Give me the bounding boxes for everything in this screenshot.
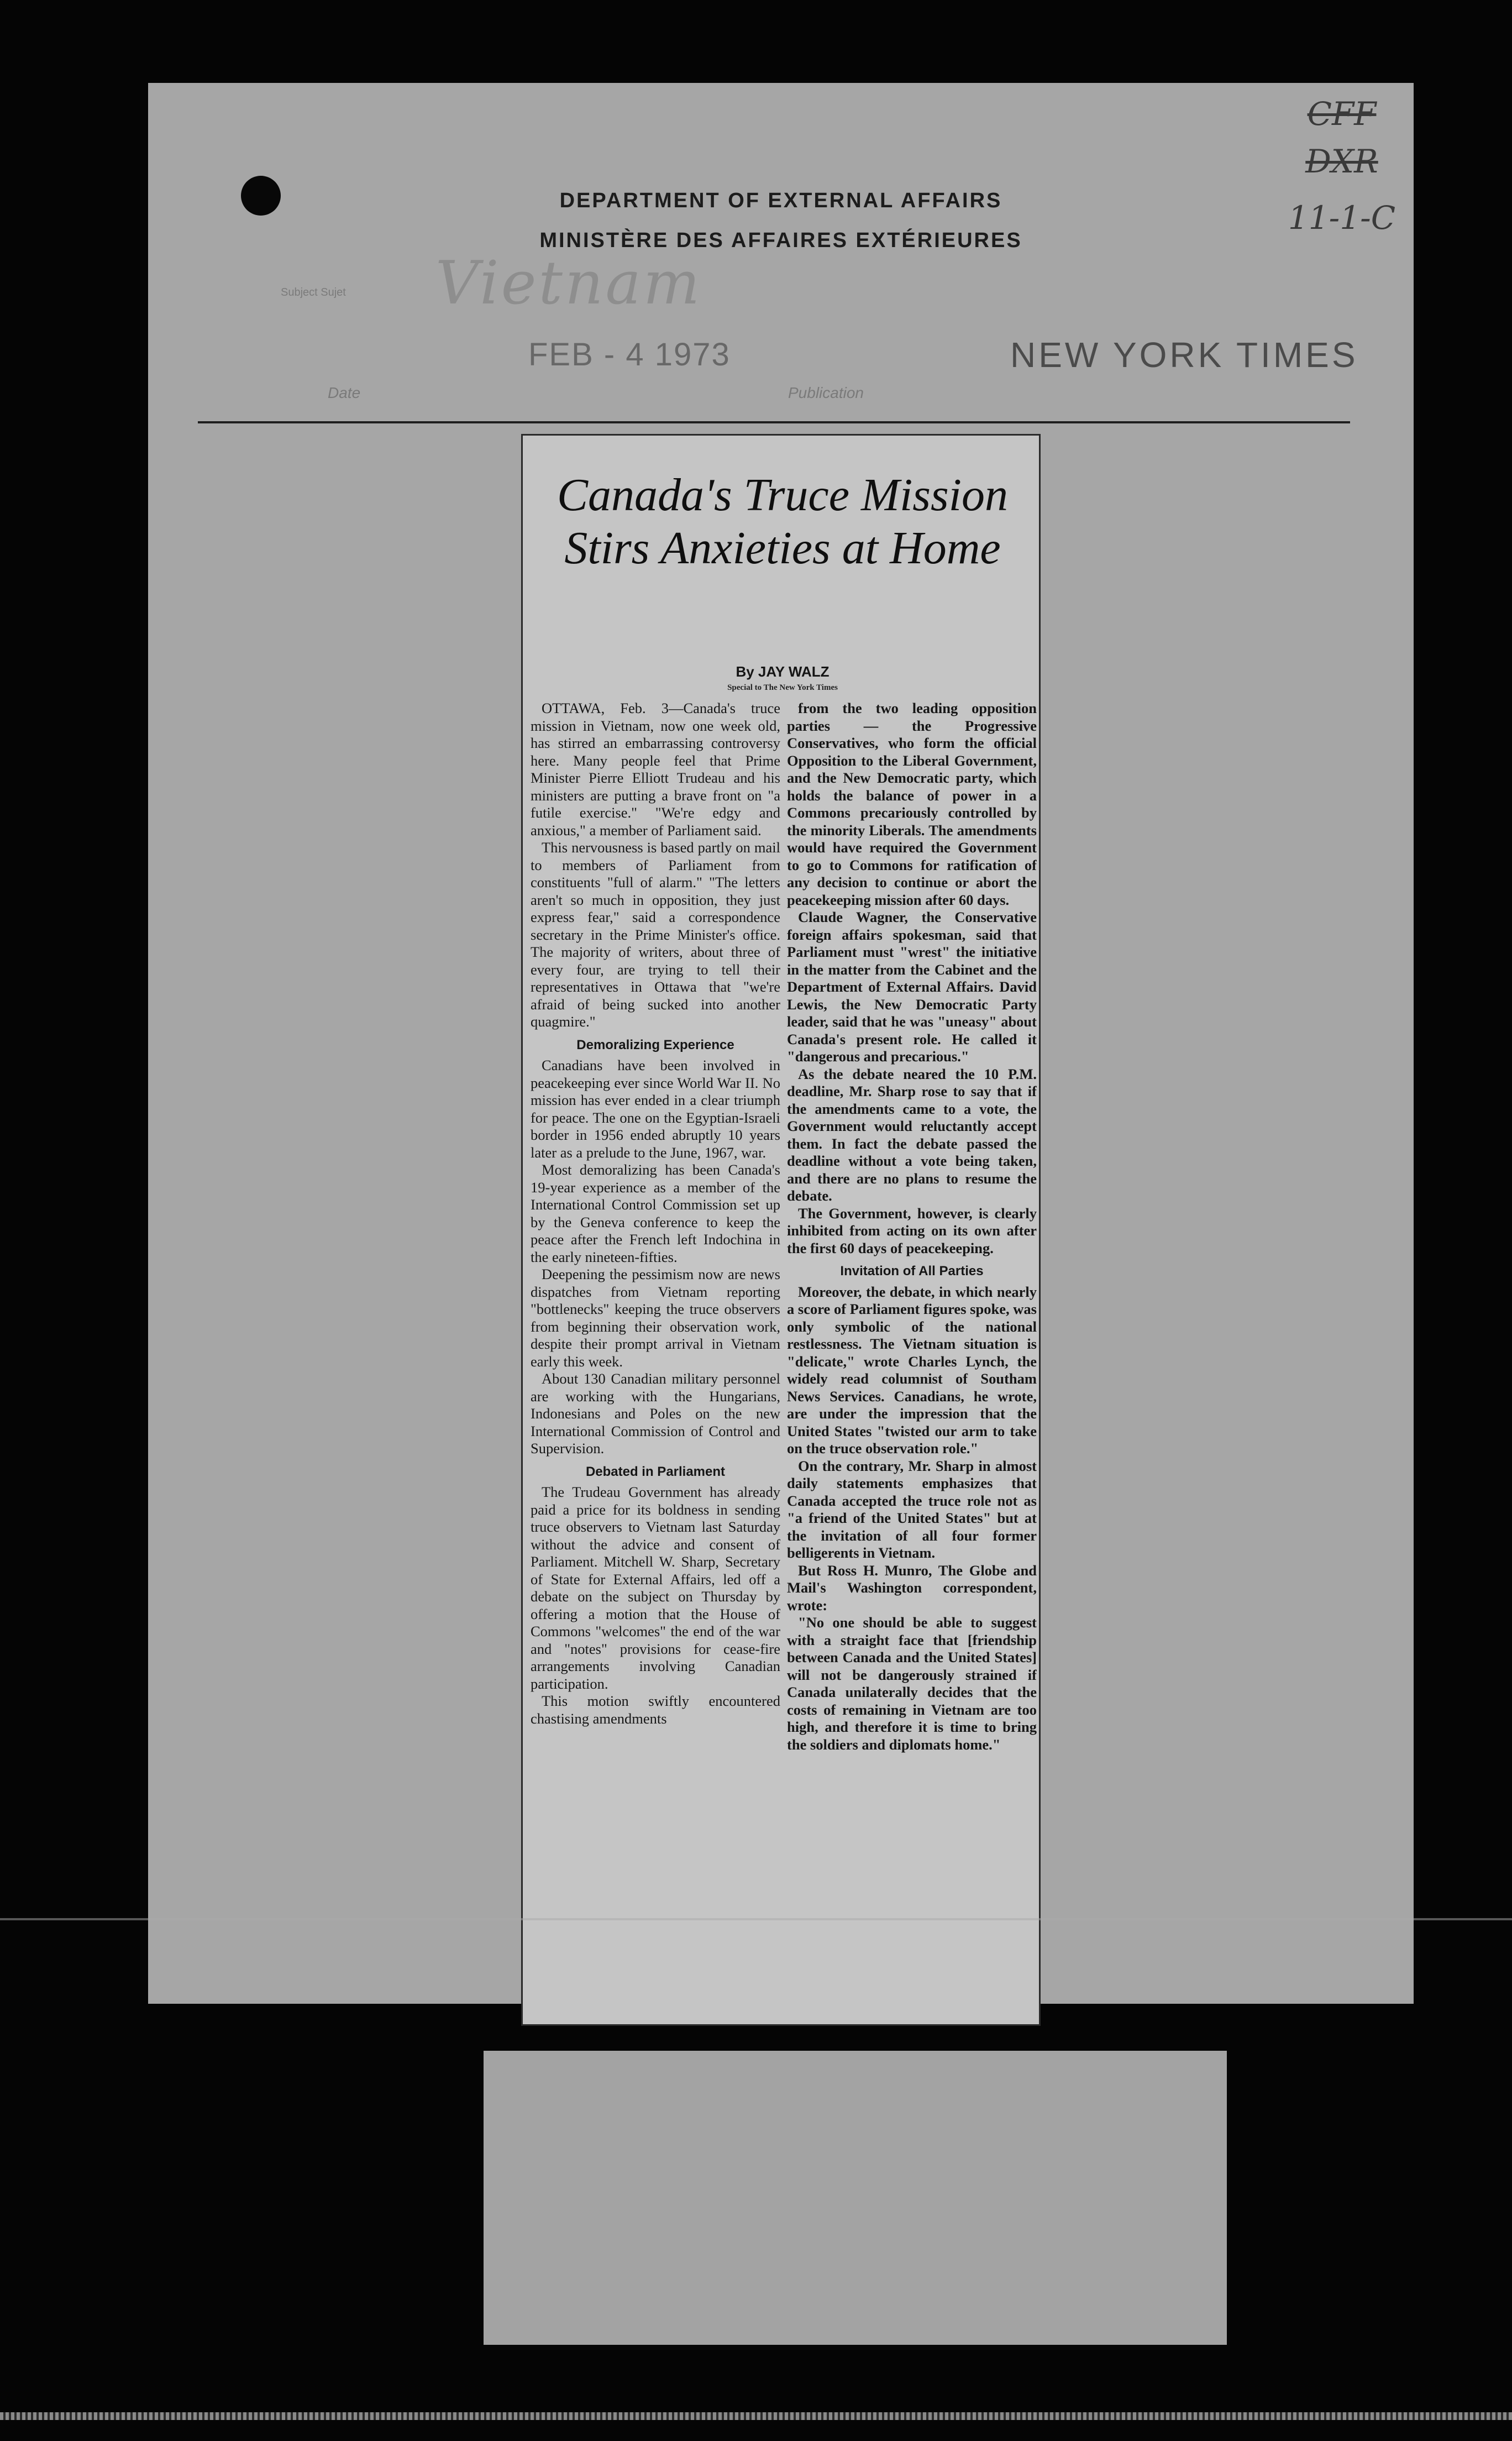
article-subhead: Debated in Parliament (585, 1464, 726, 1479)
publication-name: NEW YORK TIMES (1010, 335, 1358, 375)
folder-tab (484, 2051, 1227, 2345)
subject-label: Subject Sujet (281, 286, 346, 298)
document-sheet (148, 83, 1414, 2004)
header-rule (198, 421, 1350, 423)
article-paragraph: But Ross H. Munro, The Globe and Mail's Washington correspondent, wrote: (787, 1562, 1037, 1614)
article-paragraph: Claude Wagner, the Conservative foreign affairs spokesman, said that Parliament must "wrest" the initiative in the matter from the Cabinet and the Department of External Affairs. David Lewis, the New Democratic Party leader, said that he was "uneasy" about Canada's present role. He called it "dangerous and precarious." (787, 909, 1037, 1065)
newspaper-clipping (521, 434, 1041, 2026)
handwritten-note-1: CFF (1307, 95, 1377, 133)
article-byline: By JAY WALZ (736, 663, 830, 680)
article-subhead: Demoralizing Experience (576, 1037, 734, 1052)
article-paragraph: The Government, however, is clearly inhibited from acting on its own after the first 60 days of peacekeeping. (787, 1204, 1037, 1256)
department-name-fr: MINISTÈRE DES AFFAIRES EXTÉRIEURES (539, 229, 1022, 252)
handwritten-note-3: 11-1-C (1288, 199, 1396, 237)
article-paragraph: from the two leading opposition parties — the Progressive Conservatives, who form the official Opposition to the Liberal Government, and the New Democratic party, which holds the balance of power in a Commons precariously controlled by the minority Liberals. The amendments would have required the Government to go to Commons for ratification of any decision to continue or abort the peacekeeping mission after 60 days. (787, 700, 1037, 908)
article-paragraph: OTTAWA, Feb. 3—Canada's truce mission in Vietnam, now one week old, has stirred an embarrassing controversy here. Many people feel that Prime Minister Pierre Elliott Trudeau and his ministers are putting a brave front on "a futile exercise." "We're edgy and anxious," a member of Parliament said. (531, 700, 780, 839)
article-paragraph: Deepening the pessimism now are news dispatches from Vietnam reporting "bottlenecks" keeping the truce observers from beginning their observation work, despite their prompt arrival in Vietnam early this week. (531, 1266, 780, 1370)
article-subhead: Invitation of All Parties (840, 1264, 984, 1279)
scan-strip (0, 2412, 1512, 2420)
article-paragraph: Most demoralizing has been Canada's 19-year experience as a member of the International Control Commission set up by the Geneva conference to keep the peace after the French left Indochina in the early nineteen-fifties. (531, 1161, 780, 1265)
article-paragraph: On the contrary, Mr. Sharp in almost daily statements emphasizes that Canada accepted the truce role not as "a friend of the United States" but at the invitation of all four former belligerents in Vietnam. (787, 1457, 1037, 1561)
article-paragraph: Moreover, the debate, in which nearly a score of Parliament figures spoke, was only symbolic of the national restlessness. The Vietnam situation is "delicate," wrote Charles Lynch, the widely read columnist of Southam News Services. Canadians, he wrote, are under the impression that the United States "twisted our arm to take on the truce observation role." (787, 1283, 1037, 1457)
article-paragraph: This motion swiftly encountered chastising amendments (531, 1693, 780, 1727)
article-paragraph: "No one should be able to suggest with a straight face that [friendship between Canada and the United States] will not be dangerously strained if Canada unilaterally decides that the costs of remaining in Vietnam are too high, and therefore it is time to bring the soldiers and diplomats home." (787, 1614, 1037, 1753)
department-name-en: DEPARTMENT OF EXTERNAL AFFAIRS (559, 189, 1002, 212)
article-column-left (531, 700, 780, 2018)
article-column-right (787, 700, 1037, 2018)
article-credit: Special to The New York Times (727, 683, 838, 692)
article-paragraph: About 130 Canadian military personnel are working with the Hungarians, Indonesians and Poles on the new International Commission of Control and Supervision. (531, 1370, 780, 1457)
article-paragraph: As the debate neared the 10 P.M. deadline, Mr. Sharp rose to say that if the amendments came to a vote, the Government would reluctantly accept them. In fact the debate passed the deadline without a vote being taken, and there are no plans to resume the debate. (787, 1065, 1037, 1204)
handwritten-note-2: DXR (1305, 143, 1378, 180)
article-paragraph: This nervousness is based partly on mail to members of Parliament from constituents "full of alarm." "The letters aren't so much in opposition, they just express fear," said a correspondence secretary in the Prime Minister's office. The majority of writers, about three of every four, are trying to tell their representatives in Ottawa that "we're afraid of being sucked into another quagmire." (531, 839, 780, 1030)
scan-line (0, 1918, 1512, 1920)
article-headline: Canada's Truce Mission Stirs Anxieties at Home (556, 469, 1009, 574)
publication-label: Publication (788, 384, 864, 401)
date-stamp: FEB - 4 1973 (528, 337, 731, 373)
date-label: Date (328, 384, 361, 401)
article-paragraph: Canadians have been involved in peacekeeping ever since World War II. No mission has ever ended in a clear triumph for peace. The one on the Egyptian-Israeli border in 1956 ended abruptly 10 years later as a prelude to the June, 1967, war. (531, 1057, 780, 1161)
article-paragraph: The Trudeau Government has already paid a price for its boldness in sending truce observers to Vietnam last Saturday without the advice and consent of Parliament. Mitchell W. Sharp, Secretary of State for External Affairs, led off a debate on the subject on Thursday by offering a motion that the House of Commons "welcomes" the end of the war and "notes" provisions for cease-fire arrangements involving Canadian participation. (531, 1484, 780, 1692)
subject-value: Vietnam (435, 249, 702, 318)
